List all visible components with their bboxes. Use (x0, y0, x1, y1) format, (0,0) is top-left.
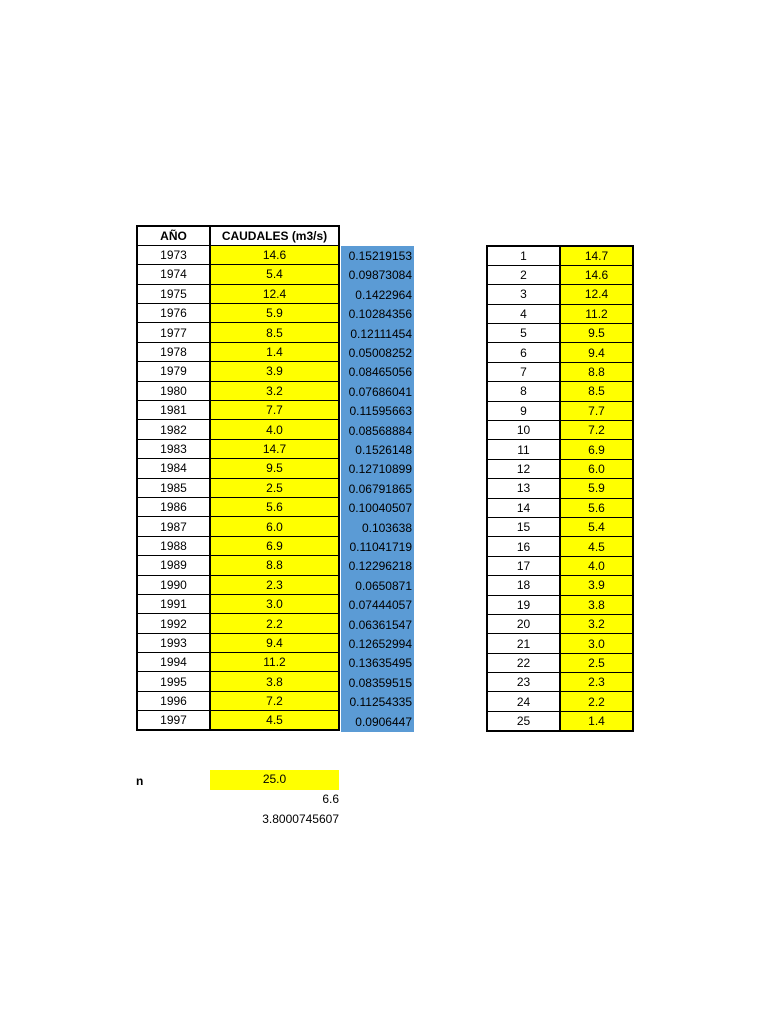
flow-cell: 8.8 (210, 556, 339, 575)
ranked-value-cell: 4.5 (560, 537, 633, 556)
year-cell: 1981 (137, 401, 210, 420)
flow-cell: 3.8 (210, 672, 339, 691)
table-row (137, 362, 339, 381)
rank-cell: 25 (487, 711, 560, 730)
ranked-flow-table (486, 245, 634, 732)
table-row (487, 711, 633, 730)
ratio-value: 0.10040507 (348, 501, 412, 516)
flow-cell: 1.4 (210, 342, 339, 361)
flow-cell: 5.6 (210, 497, 339, 516)
year-cell: 1989 (137, 556, 210, 575)
flow-cell: 7.7 (210, 401, 339, 420)
rank-cell: 20 (487, 614, 560, 633)
ranked-value-cell: 3.8 (560, 595, 633, 614)
flow-cell: 12.4 (210, 284, 339, 303)
year-cell: 1992 (137, 614, 210, 633)
ratio-value: 0.0650871 (355, 578, 412, 593)
flow-cell: 2.2 (210, 614, 339, 633)
rank-cell: 17 (487, 556, 560, 575)
table-row (137, 614, 339, 633)
table-row (137, 381, 339, 400)
year-cell: 1985 (137, 478, 210, 497)
table-row (487, 459, 633, 478)
ratio-value: 0.08568884 (348, 423, 412, 438)
flow-header: CAUDALES (m3/s) (210, 226, 339, 245)
stdev-value: 3.8000745607 (262, 812, 339, 826)
ranked-value-cell: 6.0 (560, 459, 633, 478)
flow-cell: 6.9 (210, 536, 339, 555)
table-row (487, 265, 633, 284)
table-row (487, 304, 633, 323)
ratio-value: 0.11041719 (349, 540, 412, 554)
table-row (487, 576, 633, 595)
flow-cell: 11.2 (210, 653, 339, 672)
year-cell: 1984 (137, 459, 210, 478)
ranked-value-cell: 2.2 (560, 692, 633, 711)
flow-cell: 9.5 (210, 459, 339, 478)
ranked-value-cell: 5.4 (560, 517, 633, 536)
ratio-value: 0.11595663 (349, 404, 412, 419)
table-row (487, 517, 633, 536)
ranked-value-cell: 8.5 (560, 382, 633, 401)
year-cell: 1979 (137, 362, 210, 381)
table-row (487, 537, 633, 556)
rank-cell: 21 (487, 634, 560, 653)
year-cell: 1987 (137, 517, 210, 536)
rank-cell: 11 (487, 440, 560, 459)
ratio-value: 0.11254335 (349, 695, 412, 710)
ratio-value: 0.06791865 (348, 481, 412, 496)
rank-cell: 3 (487, 285, 560, 304)
flow-cell: 9.4 (210, 633, 339, 652)
header-row (137, 226, 339, 245)
year-cell: 1974 (137, 265, 210, 284)
ratio-column (341, 246, 414, 732)
ranked-value-cell: 7.7 (560, 401, 633, 420)
rank-cell: 6 (487, 343, 560, 362)
rank-cell: 14 (487, 498, 560, 517)
ratio-value: 0.06361547 (348, 617, 412, 632)
year-cell: 1997 (137, 711, 210, 730)
table-row (137, 517, 339, 536)
rank-cell: 1 (487, 246, 560, 265)
flow-cell: 3.2 (210, 381, 339, 400)
table-row (137, 478, 339, 497)
year-cell: 1976 (137, 304, 210, 323)
ranked-value-cell: 11.2 (560, 304, 633, 323)
rank-cell: 22 (487, 653, 560, 672)
table-row (137, 594, 339, 613)
ranked-value-cell: 14.6 (560, 265, 633, 284)
ratio-value: 0.15219153 (348, 249, 412, 263)
flow-cell: 2.3 (210, 575, 339, 594)
table-row (487, 692, 633, 711)
ratio-value: 0.07686041 (348, 384, 412, 399)
ratio-value: 0.05008252 (348, 346, 412, 360)
rank-cell: 12 (487, 459, 560, 478)
ratio-value: 0.12652994 (348, 637, 412, 651)
year-cell: 1991 (137, 594, 210, 613)
ratio-value: 0.08465056 (348, 365, 412, 380)
ranked-value-cell: 3.0 (560, 634, 633, 653)
ranked-value-cell: 5.9 (560, 479, 633, 498)
ratio-value: 0.13635495 (348, 656, 412, 671)
year-cell: 1994 (137, 653, 210, 672)
table-row (137, 401, 339, 420)
rank-cell: 13 (487, 479, 560, 498)
ranked-value-cell: 7.2 (560, 421, 633, 440)
ranked-value-cell: 5.6 (560, 498, 633, 517)
ranked-value-cell: 3.9 (560, 576, 633, 595)
ratio-value: 0.1526148 (355, 443, 412, 457)
table-row (487, 556, 633, 575)
table-row (487, 362, 633, 381)
table-row (487, 324, 633, 343)
year-cell: 1988 (137, 536, 210, 555)
flow-cell: 14.6 (210, 245, 339, 264)
ranked-value-cell: 9.5 (560, 324, 633, 343)
table-row (487, 285, 633, 304)
year-cell: 1990 (137, 575, 210, 594)
rank-cell: 4 (487, 304, 560, 323)
year-header: AÑO (137, 226, 210, 245)
year-cell: 1973 (137, 245, 210, 264)
mean-value: 6.6 (322, 792, 339, 806)
ratio-value: 0.103638 (361, 520, 412, 535)
rank-cell: 19 (487, 595, 560, 614)
table-row (137, 633, 339, 652)
ranked-value-cell: 6.9 (560, 440, 633, 459)
flow-cell: 4.0 (210, 420, 339, 439)
ranked-value-cell: 2.3 (560, 673, 633, 692)
ranked-value-cell: 3.2 (560, 614, 633, 633)
year-cell: 1977 (137, 323, 210, 342)
table-row (487, 421, 633, 440)
ranked-value-cell: 2.5 (560, 653, 633, 672)
ratio-value: 0.0906447 (355, 714, 412, 729)
ratio-value: 0.10284356 (348, 307, 412, 322)
flow-cell: 3.0 (210, 594, 339, 613)
ratio-value: 0.12710899 (348, 462, 412, 477)
table-row (487, 673, 633, 692)
year-cell: 1975 (137, 284, 210, 303)
ranked-value-cell: 4.0 (560, 556, 633, 575)
rank-cell: 18 (487, 576, 560, 595)
rank-cell: 24 (487, 692, 560, 711)
ratio-value: 0.09873084 (348, 268, 412, 283)
year-cell: 1993 (137, 633, 210, 652)
table-row (137, 575, 339, 594)
flow-cell: 8.5 (210, 323, 339, 342)
table-row (137, 556, 339, 575)
rank-cell: 23 (487, 673, 560, 692)
table-row (137, 265, 339, 284)
table-row (487, 595, 633, 614)
ratio-value: 0.07444057 (348, 598, 412, 613)
table-row (487, 653, 633, 672)
ranked-value-cell: 9.4 (560, 343, 633, 362)
table-row (137, 342, 339, 361)
table-row (137, 323, 339, 342)
year-cell: 1982 (137, 420, 210, 439)
table-row (137, 459, 339, 478)
ranked-value-cell: 1.4 (560, 711, 633, 730)
flow-cell: 6.0 (210, 517, 339, 536)
n-label: n (136, 774, 144, 788)
flow-cell: 4.5 (210, 711, 339, 730)
rank-cell: 15 (487, 517, 560, 536)
flow-cell: 2.5 (210, 478, 339, 497)
table-row (487, 479, 633, 498)
table-row (137, 653, 339, 672)
table-row (137, 691, 339, 710)
ranked-value-cell: 8.8 (560, 362, 633, 381)
table-row (137, 711, 339, 730)
ratio-value: 0.1422964 (355, 287, 412, 302)
table-row (137, 420, 339, 439)
ranked-value-cell: 14.7 (560, 246, 633, 265)
ratio-value: 0.12111454 (350, 326, 412, 341)
year-cell: 1995 (137, 672, 210, 691)
table-row (137, 245, 339, 264)
table-row (487, 382, 633, 401)
year-cell: 1983 (137, 439, 210, 458)
table-row (487, 440, 633, 459)
table-row (137, 304, 339, 323)
rank-cell: 8 (487, 382, 560, 401)
table-row (137, 439, 339, 458)
year-cell: 1978 (137, 342, 210, 361)
flow-cell: 7.2 (210, 691, 339, 710)
year-cell: 1986 (137, 497, 210, 516)
table-row (487, 614, 633, 633)
rank-cell: 7 (487, 362, 560, 381)
table-row (137, 497, 339, 516)
table-row (487, 498, 633, 517)
table-row (487, 343, 633, 362)
rank-cell: 9 (487, 401, 560, 420)
year-cell: 1996 (137, 691, 210, 710)
ratio-value: 0.12296218 (348, 559, 412, 574)
flow-cell: 14.7 (210, 439, 339, 458)
ranked-value-cell: 12.4 (560, 285, 633, 304)
table-row (487, 246, 633, 265)
rank-cell: 2 (487, 265, 560, 284)
table-row (137, 536, 339, 555)
table-row (137, 284, 339, 303)
ratio-value: 0.08359515 (348, 675, 412, 690)
rank-cell: 5 (487, 324, 560, 343)
flow-cell: 3.9 (210, 362, 339, 381)
rank-cell: 10 (487, 421, 560, 440)
table-row (487, 401, 633, 420)
flow-cell: 5.4 (210, 265, 339, 284)
year-cell: 1980 (137, 381, 210, 400)
rank-cell: 16 (487, 537, 560, 556)
flow-cell: 5.9 (210, 304, 339, 323)
n-value-cell: 25.0 (210, 770, 339, 790)
flow-data-table (136, 225, 340, 731)
table-row (487, 634, 633, 653)
table-row (137, 672, 339, 691)
